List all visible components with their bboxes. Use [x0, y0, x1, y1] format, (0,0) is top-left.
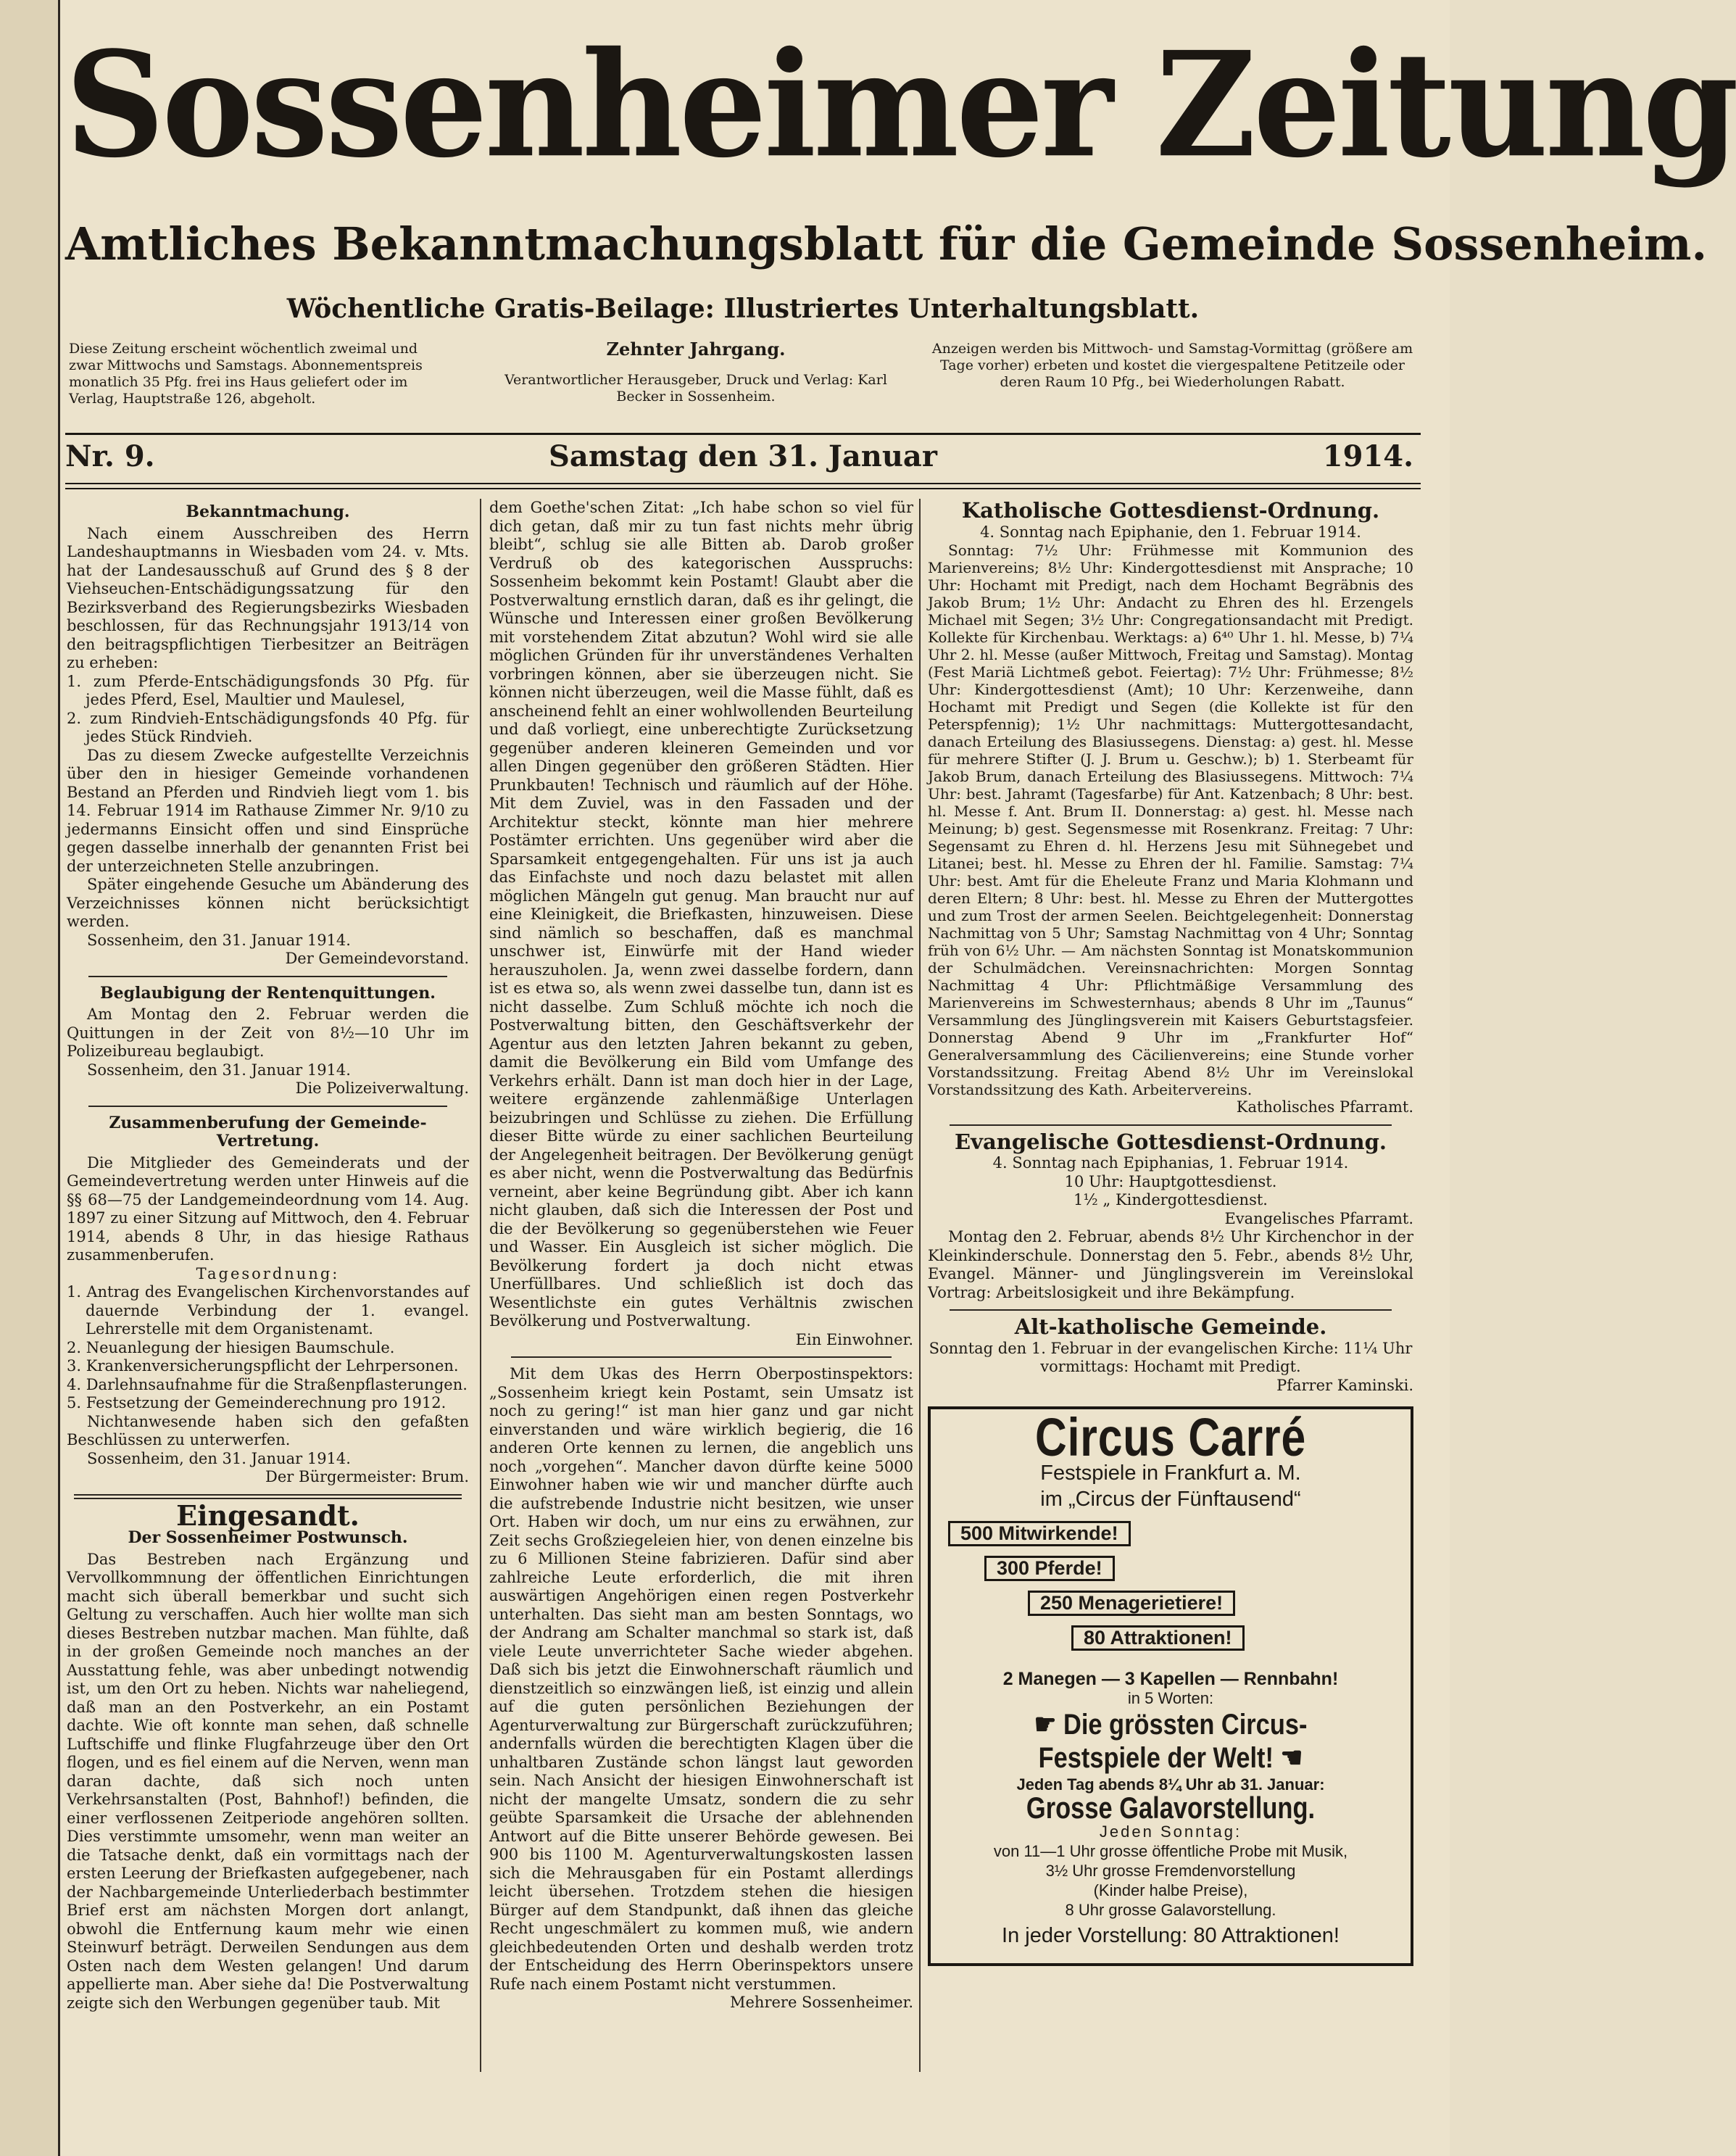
church-signature: Katholisches Pfarramt.: [1236, 1098, 1413, 1116]
church-signature: Pfarrer Kaminski.: [1276, 1376, 1413, 1394]
article-signature: Mehrere Sossenheimer.: [729, 1994, 913, 2011]
notice-signature: Der Bürgermeister: Brum.: [265, 1468, 469, 1485]
advertising-info: Anzeigen werden bis Mittwoch- und Samstag-Vormittag (größere am Tage vorher) erbeten und kostet die viergespaltene Petitzeile oder deren Raum 10 Pfg., bei Wiederholungen Rabatt.: [931, 341, 1413, 390]
agenda-item: 4. Darlehnsaufnahme für die Straßenpflasterungen.: [67, 1375, 468, 1393]
article-title: Der Sossenheimer Postwunsch.: [128, 1528, 408, 1547]
notice-title: Beglaubigung der Rentenquittungen.: [100, 983, 436, 1003]
ad-slogan-line: Die grössten Circus-: [1063, 1709, 1308, 1741]
ad-line: Festspiele in Frankfurt a. M.: [1040, 1461, 1301, 1485]
publisher-info: [493, 341, 899, 405]
ad-box-row: [941, 1625, 1400, 1660]
church-signature: Evangelisches Pfarramt.: [1224, 1209, 1413, 1227]
masthead: [65, 20, 1736, 210]
notice-place-date: Sossenheim, den 31. Januar 1914.: [87, 931, 351, 949]
supplement-line: Wöchentliche Gratis-Beilage: Illustriertes Unterhaltungsblatt.: [286, 294, 1200, 324]
newspaper-subtitle: Amtliches Bekanntmachungsblatt für die Gemeinde Sossenheim.: [65, 217, 1708, 270]
church-schedule-line: 1½ „ Kindergottesdienst.: [1073, 1191, 1268, 1208]
pointing-hand-icon: ☚: [1280, 1742, 1303, 1774]
column-divider: [480, 499, 481, 2072]
notice-text: Am Montag den 2. Februar werden die Quittungen in der Zeit von 8½—10 Uhr im Polizeibureau beglaubigt.: [67, 1006, 469, 1060]
article-text: dem Goethe'schen Zitat: „Ich habe schon so viel für dich getan, daß mir zu tun fast nichts mehr übrig bleibt“, schlug sie alle Bitten ab. Darob großer Verdruß ob des kategorischen Ausspruchs: Sossenheim bekommt kein Postamt! Glaubt aber die Postverwaltung ernstlich daran, daß es ihr gelingt, die Wünsche und Interessen einer großen Bevölkerung mit vorstehendem Zitat abzutun? Wohl wird sie alle möglichen Gründen für ihr unverständenes Verhalten vorbringen können, aber sie überzeugen nicht. Sie können nicht überzeugen, weil die Masse fühlt, daß es anscheinend fehlt an einer wohlwollenden Beurteilung und daß vorliegt, eine unberechtigte Zurücksetzung gegenüber anderen kleineren Gemeinden und vor allen Dingen gegenüber den größeren Städten. Hier Prunkbauten! Technisch und räumlich auf der Höhe. Mit dem Zuviel, was in den Fassaden und der Architektur steckt, könnte man hier mehrere Postämter errichten. Uns gegenüber wird aber die Sparsamkeit entgegengehalten. Für uns ist ja auch das Einfachste und noch dazu belastet mit allen möglichen Mängeln gut genug. Man braucht nur auf eine Kleinigkeit, die Briefkasten, hinzuweisen. Diese sind nämlich so beschaffen, daß es manchmal unschwer ist, Einwürfe mit der Hand wieder herauszuholen. Ja, wenn zwei dasselbe fordern, dann ist es etwa so, als wenn zwei dasselbe tun, dann ist es nicht dasselbe. Zum Schluß möchte ich noch die Postverwaltung bitten, den Geschäftsverkehr der Agentur aus den letzten Jahren bekannt zu geben, damit die Bevölkerung ein Bild vom Umfange des Verkehrs erhält. Dann ist man doch hier in der Lage, weitere ergänzende zahlenmäßige Unterlagen beizubringen und Schlüsse zu ziehen. Die Erfüllung dieser Bitte würde zu einer sachlichen Beurteilung der Angelegenheit beitragen. Der Bevölkerung genügt es aber nicht, wenn die Postverwaltung das Bedürfnis verneint, aber keine Begründung gibt. Aber ich kann nicht glauben, daß sich die Interessen der Post und die der Bevölkerung so gegenüberstehen wie Feuer und Wasser. Ein Ausgleich ist sicher möglich. Die Bevölkerung fordert ja doch nicht etwas Unerfüllbares. Und schließlich ist doch das Wesentlichste ein gutes Verhältnis zwischen Bevölkerung und Postverwaltung.: [489, 499, 913, 1330]
adjacent-page-strip: [0, 0, 60, 2156]
notice-signature: Der Gemeindevorstand.: [285, 950, 469, 967]
ad-box-row: [941, 1521, 1400, 1556]
church-schedule-subtitle: 4. Sonntag nach Epiphanie, den 1. Februar 1914.: [980, 523, 1361, 541]
ad-box-row: [941, 1556, 1400, 1591]
notice-text: Die Mitglieder des Gemeinderats und der Gemeindevertretung werden unter Hinweis auf die §§ 68—75 der Landgemeindeordnung vom 14. Aug. 1897 zu einer Sitzung auf Mittwoch, den 4. Februar 1914, abends 8 Uhr, in das hiesige Rathaus zusammenberufen.: [67, 1153, 469, 1264]
notice-place-date: Sossenheim, den 31. Januar 1914.: [87, 1061, 351, 1079]
ad-slogan: [973, 1708, 1368, 1741]
ad-box: 250 Menagerietiere!: [1028, 1591, 1235, 1617]
ad-box: 80 Attraktionen!: [1071, 1625, 1245, 1651]
ad-line: in 5 Worten:: [1127, 1689, 1214, 1707]
notice-place-date: Sossenheim, den 31. Januar 1914.: [87, 1449, 351, 1467]
notice-text: Nach einem Ausschreiben des Herrn Landeshauptmanns in Wiesbaden vom 24. v. Mts. hat der Landesausschuß auf Grund des § 8 der Viehseuchen-Entschädigungssatzung für den Bezirksverband des Regierungsbezirks Wiesbaden beschlossen, für das Rechnungsjahr 1913/14 von den beitragspflichtigen Tierbesitzer an Beiträgen zu erheben:: [67, 524, 469, 671]
ad-line: In jeder Vorstellung: 80 Attraktionen!: [1002, 1923, 1340, 1947]
volume-label: Zehnter Jahrgang.: [606, 339, 786, 360]
notice-title: Zusammenberufung der Gemeinde-Vertretung.: [109, 1113, 427, 1150]
issue-year: 1914.: [1322, 439, 1413, 473]
separator: [511, 1356, 892, 1358]
agenda-item: 5. Festsetzung der Gemeinderechnung pro 1912.: [67, 1394, 447, 1411]
ad-line: 8 Uhr grosse Galavorstellung.: [1065, 1900, 1276, 1919]
church-schedule-title: Alt-katholische Gemeinde.: [1014, 1314, 1327, 1339]
newspaper-title: Sossenheimer Zeitung: [65, 20, 1736, 190]
issue-number: Nr. 9.: [65, 439, 155, 473]
subscription-info: Diese Zeitung erscheint wöchentlich zweimal und zwar Mittwochs und Samstags. Abonnementspreis monatlich 35 Pfg. frei ins Haus geliefert oder im Verlag, Hauptstraße 126, abgeholt.: [69, 341, 423, 407]
issue-date: Samstag den 31. Januar: [549, 439, 937, 473]
ad-box: 300 Pferde!: [984, 1556, 1115, 1582]
column-2: [489, 499, 913, 2012]
column-3: [928, 499, 1413, 1966]
ad-slogan: [973, 1741, 1368, 1775]
article-text: Mit dem Ukas des Herrn Oberpostinspektors: „Sossenheim kriegt kein Postamt, sein Umsatz ist noch zu gering!“ ist man hier ganz und gar nicht einverstanden und wäre wirklich begierig, die 16 anderen Orte kennen zu lernen, die angeblich uns noch „vorgehen“. Mancher davon dürfte keine 5000 Einwohner haben wie wir und mancher dürfte auch die aufstrebende Industrie nicht besitzen, wie unser Ort. Haben wir doch, um nur eins zu erwähnen, zur Zeit sechs Großziegeleien hier, von denen einzelne bis zu 6 Millionen Steine fabrizieren. Dafür sind aber zahlreiche Leute erforderlich, die mit ihren auswärtigen Angehörigen einen regen Postverkehr unterhalten. Das sieht man am besten Sonntags, wo der Andrang am Schalter manchmal so stark ist, daß viele Leute unverrichteter Sache wieder abgehen. Daß sich bis jetzt die Einwohnerschaft räumlich und dienstzeitlich so einzwängen ließ, ist einzig und allein auf die guten persönlichen Beziehungen der Agenturverwaltung zur Bürgerschaft zurückzuführen; andernfalls würden die berechtigten Klagen über die unhaltbaren Zustände schon längst laut geworden sein. Nach Ansicht der hiesigen Einwohnerschaft ist nicht der mangelte Umsatz, sondern die zu sehr geübte Sparsamkeit die Ursache der ablehnenden Antwort auf die Bitte unserer Behörde gewesen. Bei 900 bis 1100 M. Agenturverwaltungskosten lassen sich die Mehrausgaben für ein Postamt allerdings leicht übersehen. Trotzdem stehen die hiesigen Bürger auf dem Standpunkt, daß ihnen das gleiche Recht ungeschmälert zu kommen muß, wie andern gleichbedeutenden Orten und deshalb werden trotz der Entscheidung des Herrn Oberinspektors unsere Rufe nach einem Postamt nicht verstummen.: [489, 1365, 913, 1993]
church-schedule-text: Sonntag: 7½ Uhr: Frühmesse mit Kommunion des Marienvereins; 8½ Uhr: Kindergottesdienst mit Ansprache; 10 Uhr: Hochamt mit Predigt, nach dem Hochamt Begräbnis des Jakob Brum; 1½ Uhr: Andacht zu Ehren des hl. Erzengels Michael mit Segen; 3½ Uhr: Congregationsandacht mit Predigt. Kollekte für Kirchenbau. Werktags: a) 6⁴⁰ Uhr 1. hl. Messe, b) 7¼ Uhr 2. hl. Messe (außer Mittwoch, Freitag und Samstag). Montag (Fest Mariä Lichtmeß gebot. Feiertag): 7½ Uhr: Frühmesse; 8½ Uhr: Kindergottesdienst (Amt); 10 Uhr: Kerzenweihe, dann Hochamt mit Predigt und Segen (die Kollekte ist für den Peterspfennig); 1½ Uhr nachmittags: Muttergottesandacht, danach Erteilung des Blasiussegens. Dienstag: a) gest. hl. Messe für mehrere Stifter (J. J. Brum u. Geschw.); b) 1. Sterbeamt für Jakob Brum, danach Erteilung des Blasiussegens. Mittwoch: 7¼ Uhr: best. Jahramt (Tagesfarbe) für Ant. Katzenbach; 8 Uhr: best. hl. Messe f. Ant. Brum II. Donnerstag: a) gest. hl. Messe nach Meinung; b) gest. Segensmesse mit Rosenkranz. Freitag: 7 Uhr: Segensamt zu Ehren d. hl. Herzens Jesu mit Sühnegebet und Litanei; best. hl. Messe zu Ehren der hl. Familie. Samstag: 7¼ Uhr: best. Amt für die Eheleute Franz und Maria Klohmann und deren Eltern; 8 Uhr: best. hl. Messe zu Ehren der Muttergottes und zum Trost der armen Seelen. Beichtgelegenheit: Donnerstag Nachmittag von 5 Uhr; Samstag Nachmittag von 4 Uhr; Sonntag früh von 6½ Uhr. — Am nächsten Sonntag ist Monatskommunion der Schulmädchen. Vereinsnachrichten: Morgen Sonntag Nachmittag 4 Uhr: Pflichtmäßige Versammlung des Marienvereins im Schwesternhaus; abends 8 Uhr im „Taunus“ Versammlung des Jünglingsverein mit Kaisers Geburtstagsfeier. Donnerstag Abend 9 Uhr im „Frankfurter Hof“ Generalversammlung des Cäcilienvereins; eine Stunde vorher Vorstandssitzung. Freitag Abend 8½ Uhr im Vereinslokal Vorstandssitzung des Kath. Arbeitervereins.: [928, 542, 1413, 1098]
church-schedule-text: Montag den 2. Februar, abends 8½ Uhr Kirchenchor in der Kleinkinderschule. Donnerstag den 5. Febr., abends 8½ Uhr, Evangel. Männer- und Jünglingsverein im Vereinslokal Vortrag: Arbeitslosigkeit und ihre Bekämpfung.: [928, 1228, 1413, 1301]
agenda-heading: Tagesordnung:: [196, 1264, 340, 1282]
agenda-item: 2. Neuanlegung der hiesigen Baumschule.: [67, 1338, 395, 1356]
section-title: Eingesandt.: [176, 1498, 360, 1532]
church-schedule-subtitle: 4. Sonntag nach Epiphanias, 1. Februar 1914.: [992, 1154, 1349, 1172]
notice-text: Später eingehende Gesuche um Abänderung des Verzeichnisses können nicht berücksichtigt werden.: [67, 876, 469, 930]
article-text: Das Bestreben nach Ergänzung und Vervollkommnung der öffentlichen Einrichtungen macht sich überall bemerkbar und sucht sich Geltung zu verschaffen. Auch hier wollte man sich dieses Bestreben nutzbar machen. Man fühlte, daß in der großen Gemeinde noch manches an der Ausstattung fehle, was aber unbedingt notwendig ist, um den Ort zu heben. Nichts war naheliegend, daß man an den Postverkehr, an ein Postamt dachte. Wie oft konnte man sehen, daß schnelle Luftschiffe und flinke Flugfahrzeuge über den Ort flogen, und es fiel einem auf die Nerven, wenn man daran dachte, daß sich noch unten Verkehrsanstalten (Post, Bahnhof!) befinden, die einer verflossenen Zeitperiode angehören sollten. Dies verstimmte umsomehr, wenn man weiter an die Tatsache denkt, daß ein vormittags nach der ersten Leerung der Briefkasten aufgegebener, nach der Nachbargemeinde Unterliederbach bestimmter Brief erst am nächsten Morgen dort anlangt, obwohl die Entfernung kaum mehr wie einen Steinwurf beträgt. Derweilen Sendungen aus dem Osten nach dem Westen gelangen! Und darum appellierte man. Aber siehe da! Die Postverwaltung zeigte sich den Werbungen gegenüber taub. Mit: [67, 1550, 469, 2012]
agenda-item: 3. Krankenversicherungspflicht der Lehrpersonen.: [67, 1357, 459, 1375]
ad-line: (Kinder halbe Preise),: [1093, 1881, 1248, 1899]
dateline-rule: [65, 483, 1421, 489]
notice-text: Das zu diesem Zwecke aufgestellte Verzeichnis über den in hiesiger Gemeinde vorhandenen Bestand an Pferden und Rindvieh liegt vom 1. bis 14. Februar 1914 im Rathause Zimmer Nr. 9/10 zu jedermanns Einsicht offen und sind Einsprüche gegen dasselbe innerhalb der genannten Frist bei der unterzeichneten Stelle anzubringen.: [67, 746, 469, 875]
church-schedule-line: 10 Uhr: Hauptgottesdienst.: [1064, 1172, 1277, 1190]
church-schedule-title: Katholische Gottesdienst-Ordnung.: [961, 498, 1380, 523]
ad-line: von 11—1 Uhr grosse öffentliche Probe mit Musik,: [993, 1841, 1348, 1860]
notice-text: Nichtanwesende haben sich den gefaßten Beschlüssen zu unterwerfen.: [67, 1412, 469, 1448]
separator: [950, 1124, 1392, 1126]
notice-signature: Die Polizeiverwaltung.: [295, 1079, 469, 1097]
ad-slogan-line: Festspiele der Welt!: [1038, 1742, 1274, 1774]
header-rule: [65, 433, 1421, 435]
separator: [74, 1494, 462, 1499]
article-signature: Ein Einwohner.: [795, 1330, 913, 1348]
ad-line: Jeden Tag abends 8¼ Uhr ab 31. Januar:: [1016, 1775, 1325, 1794]
separator: [88, 976, 447, 977]
ad-line: 2 Manegen — 3 Kapellen — Rennbahn!: [1002, 1668, 1339, 1689]
column-1: [67, 499, 469, 2012]
notice-item: 2. zum Rindvieh-Entschädigungsfonds 40 Pfg. für jedes Stück Rindvieh.: [67, 709, 469, 745]
agenda-item: 1. Antrag des Evangelischen Kirchenvorstandes auf dauernde Verbindung der 1. evangel. Lehrerstelle mit dem Organistenamt.: [67, 1283, 469, 1338]
dateline: [65, 439, 1421, 480]
ad-line: Jeden Sonntag:: [1099, 1822, 1242, 1841]
circus-advertisement: [928, 1406, 1413, 1966]
notice-item: 1. zum Pferde-Entschädigungsfonds 30 Pfg. für jedes Pferd, Esel, Maultier und Maulesel,: [67, 672, 469, 708]
ad-box: 500 Mitwirkende!: [948, 1521, 1131, 1547]
separator: [950, 1309, 1392, 1311]
ad-title: Circus Carré: [1034, 1407, 1307, 1467]
notice-title: Bekanntmachung.: [186, 502, 350, 521]
column-divider: [919, 499, 921, 2072]
church-schedule-title: Evangelische Gottesdienst-Ordnung.: [955, 1129, 1387, 1154]
ad-box-row: [941, 1591, 1400, 1625]
church-schedule-text: Sonntag den 1. Februar in der evangelischen Kirche: 11¼ Uhr vormittags: Hochamt mit Predigt.: [929, 1339, 1413, 1375]
ad-line: im „Circus der Fünftausend“: [1040, 1487, 1301, 1511]
separator: [88, 1106, 447, 1107]
ad-gala: Grosse Galavorstellung.: [1026, 1791, 1316, 1825]
pointing-hand-icon: ☛: [1034, 1709, 1057, 1741]
publisher-line: Verantwortlicher Herausgeber, Druck und Verlag: Karl Becker in Sossenheim.: [504, 372, 887, 405]
ad-line: 3½ Uhr grosse Fremdenvorstellung: [1045, 1861, 1296, 1880]
